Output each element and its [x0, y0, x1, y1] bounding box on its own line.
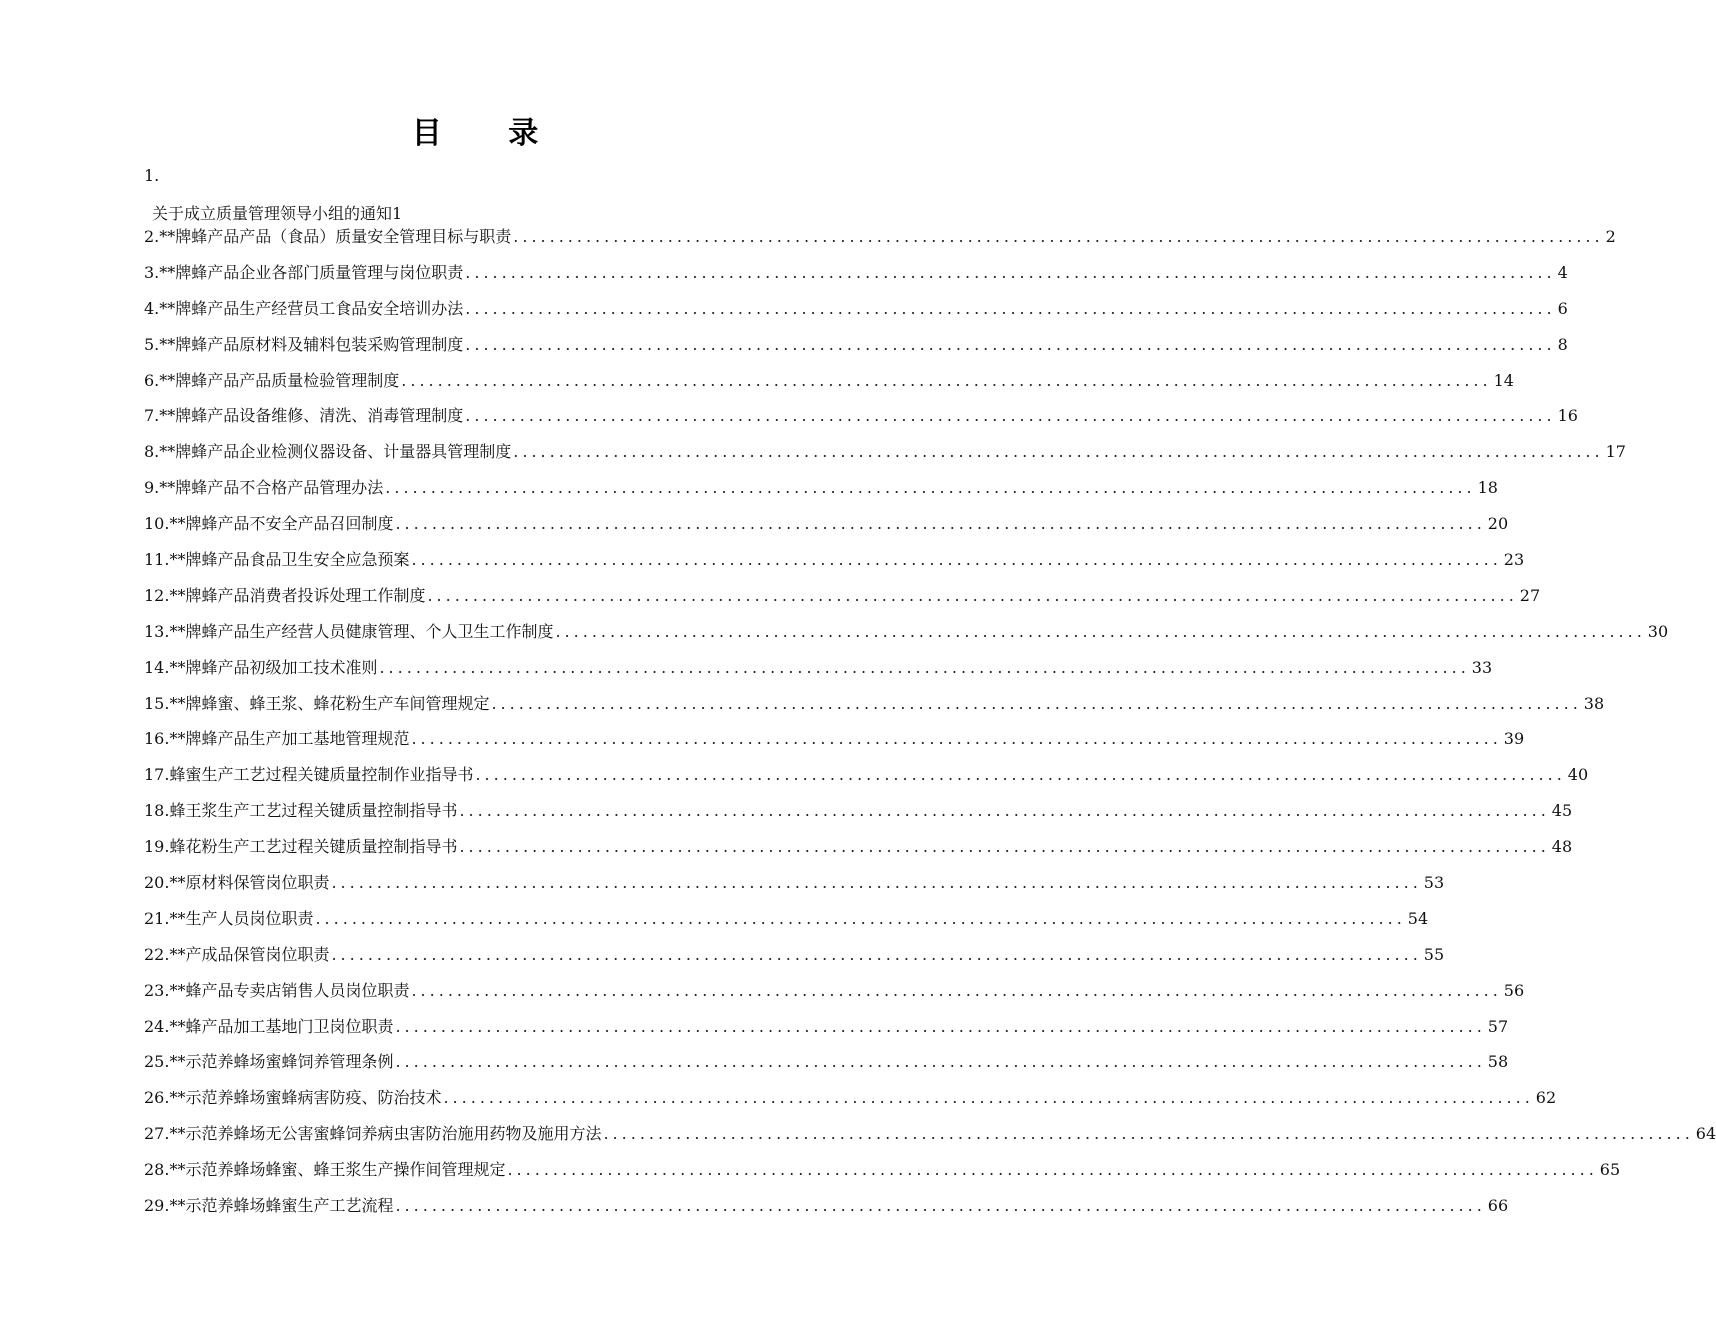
toc-entry[interactable] [144, 693, 1605, 729]
toc-entry-1-page: 1 [392, 204, 403, 223]
toc-entry-page: 20 [1487, 514, 1509, 534]
toc-dot-leader: ........................................................................................................................ [465, 334, 1556, 354]
toc-entry-number: 10. [144, 514, 170, 534]
toc-dot-leader: ........................................................................................................................ [315, 908, 1406, 928]
toc-entry-page: 30 [1647, 621, 1669, 641]
toc-dot-leader: ........................................................................................................................ [379, 657, 1470, 677]
toc-entry-title: **牌蜂产品原材料及辅料包装采购管理制度 [159, 334, 464, 354]
toc-entry-number: 20. [144, 873, 170, 893]
toc-entry-number: 6. [144, 370, 160, 390]
toc-entry-title: **牌蜂产品产品质量检验管理制度 [159, 370, 400, 390]
toc-entry-title: 蜂花粉生产工艺过程关键质量控制指导书 [169, 837, 458, 857]
toc-entry-page: 58 [1487, 1052, 1509, 1072]
toc-entry[interactable] [144, 836, 1573, 872]
toc-dot-leader: ........................................................................................................................ [411, 980, 1502, 1000]
toc-entry-title: **牌蜂产品生产经营人员健康管理、个人卫生工作制度 [169, 621, 554, 641]
toc-entry-page: 16 [1557, 406, 1578, 426]
toc-entry-number: 4. [144, 298, 160, 318]
toc-entry[interactable] [144, 1195, 1509, 1231]
toc-entry-page: 23 [1503, 550, 1525, 570]
toc-entry-number: 17. [144, 765, 170, 785]
toc-entry-title: **牌蜂产品企业检测仪器设备、计量器具管理制度 [159, 442, 512, 462]
toc-entry-number: 15. [144, 693, 170, 713]
table-of-contents [144, 226, 1716, 1231]
toc-entry-page: 33 [1471, 657, 1493, 677]
toc-entry-page: 18 [1477, 478, 1498, 498]
toc-entry-number: 11. [144, 550, 170, 570]
toc-entry-number: 25. [144, 1052, 170, 1072]
toc-entry-title: **生产人员岗位职责 [169, 908, 314, 928]
toc-entry-title: **示范养蜂场蜜蜂病害防疫、防治技术 [169, 1088, 442, 1108]
toc-entry-page: 40 [1567, 765, 1589, 785]
toc-entry-title: **牌蜂产品产品（食品）质量安全管理目标与职责 [159, 227, 512, 246]
toc-entry-page: 57 [1487, 1016, 1509, 1036]
toc-entry-title: **牌蜂蜜、蜂王浆、蜂花粉生产车间管理规定 [169, 693, 490, 713]
toc-entry[interactable] [144, 405, 1578, 441]
toc-entry-page: 38 [1583, 693, 1605, 713]
toc-entry[interactable] [144, 1159, 1621, 1195]
toc-entry-page: 45 [1551, 801, 1573, 821]
toc-entry[interactable] [144, 1123, 1716, 1159]
toc-entry-number: 26. [144, 1088, 170, 1108]
toc-entry-title: **示范养蜂场蜂蜜、蜂王浆生产操作间管理规定 [169, 1160, 506, 1180]
toc-dot-leader: ........................................................................................................................ [465, 298, 1556, 318]
toc-entry[interactable] [144, 800, 1573, 836]
toc-dot-leader: ........................................................................................................................ [395, 514, 1486, 534]
toc-dot-leader: ........................................................................................................................ [443, 1088, 1534, 1108]
toc-entry[interactable] [144, 621, 1669, 657]
toc-entry-number: 16. [144, 729, 170, 749]
toc-entry-number: 2. [144, 227, 160, 246]
toc-entry-page: 65 [1599, 1160, 1621, 1180]
toc-dot-leader: ........................................................................................................................ [513, 227, 1604, 246]
toc-entry-number: 27. [144, 1124, 170, 1144]
toc-entry-number: 29. [144, 1196, 170, 1216]
toc-entry[interactable] [144, 441, 1626, 477]
toc-entry-page: 62 [1535, 1088, 1557, 1108]
toc-entry-page: 56 [1503, 980, 1525, 1000]
toc-entry-page: 55 [1423, 944, 1445, 964]
toc-dot-leader: ........................................................................................................................ [465, 262, 1556, 282]
toc-entry[interactable] [144, 1087, 1557, 1123]
toc-entry-1-number: 1. [144, 166, 160, 185]
toc-dot-leader: ........................................................................................................................ [395, 1052, 1486, 1072]
toc-entry-title: **牌蜂产品初级加工技术准则 [169, 657, 378, 677]
toc-entry-number: 18. [144, 801, 170, 821]
toc-entry[interactable] [144, 513, 1509, 549]
toc-entry[interactable] [144, 334, 1568, 370]
toc-dot-leader: ........................................................................................................................ [385, 478, 1476, 498]
toc-entry-page: 54 [1407, 908, 1429, 928]
toc-entry[interactable] [144, 1016, 1509, 1052]
toc-entry-number: 22. [144, 944, 170, 964]
toc-entry-title: **示范养蜂场蜜蜂饲养管理条例 [169, 1052, 394, 1072]
toc-entry-page: 2 [1605, 227, 1616, 246]
toc-entry-title: **牌蜂产品不合格产品管理办法 [159, 478, 384, 498]
toc-entry-title: **牌蜂产品企业各部门质量管理与岗位职责 [159, 262, 464, 282]
toc-dot-leader: ........................................................................................................................ [331, 944, 1422, 964]
toc-entry[interactable] [144, 477, 1498, 513]
toc-entry-number: 23. [144, 980, 170, 1000]
toc-entry-number: 12. [144, 585, 170, 605]
toc-entry-title: 蜂蜜生产工艺过程关键质量控制作业指导书 [169, 765, 474, 785]
toc-dot-leader: ........................................................................................................................ [603, 1124, 1694, 1144]
toc-entry[interactable] [144, 657, 1493, 693]
toc-entry[interactable] [144, 262, 1568, 298]
toc-entry-title: **牌蜂产品生产加工基地管理规范 [169, 729, 410, 749]
toc-entry-title: **原材料保管岗位职责 [169, 873, 330, 893]
toc-dot-leader: ........................................................................................................................ [555, 621, 1646, 641]
toc-entry-page: 66 [1487, 1196, 1509, 1216]
toc-dot-leader: ........................................................................................................................ [395, 1196, 1486, 1216]
toc-entry-title: **示范养蜂场蜂蜜生产工艺流程 [169, 1196, 394, 1216]
toc-entry[interactable] [144, 944, 1445, 980]
toc-entry-1 [152, 201, 402, 224]
toc-entry-number: 13. [144, 621, 170, 641]
toc-entry-number: 9. [144, 478, 160, 498]
toc-dot-leader: ........................................................................................................................ [507, 1160, 1598, 1180]
toc-entry[interactable] [144, 1051, 1509, 1087]
toc-entry[interactable] [144, 549, 1525, 585]
toc-entry-page: 53 [1423, 873, 1445, 893]
toc-entry-page: 64 [1695, 1124, 1716, 1144]
toc-entry-title: **牌蜂产品食品卫生安全应急预案 [169, 550, 410, 570]
toc-entry-title: **蜂产品加工基地门卫岗位职责 [169, 1016, 394, 1036]
toc-entry-number: 7. [144, 406, 160, 426]
toc-dot-leader: ........................................................................................................................ [427, 585, 1518, 605]
toc-entry[interactable] [144, 370, 1514, 406]
toc-entry-number: 21. [144, 908, 170, 928]
toc-entry-title: **牌蜂产品设备维修、清洗、消毒管理制度 [159, 406, 464, 426]
toc-dot-leader: ........................................................................................................................ [395, 1016, 1486, 1036]
toc-dot-leader: ........................................................................................................................ [475, 765, 1566, 785]
toc-entry[interactable] [144, 585, 1541, 621]
toc-entry[interactable] [144, 872, 1445, 908]
toc-entry-number: 24. [144, 1016, 170, 1036]
page-title: 目 录 [411, 116, 567, 151]
toc-dot-leader: ........................................................................................................................ [459, 837, 1550, 857]
toc-entry[interactable] [144, 226, 1616, 262]
toc-entry-page: 48 [1551, 837, 1573, 857]
toc-entry-number: 14. [144, 657, 170, 677]
toc-entry-page: 39 [1503, 729, 1525, 749]
toc-dot-leader: ........................................................................................................................ [513, 442, 1604, 462]
toc-entry-title: 蜂王浆生产工艺过程关键质量控制指导书 [169, 801, 458, 821]
toc-entry-1-text: 关于成立质量管理领导小组的通知 [152, 204, 393, 223]
toc-entry-number: 19. [144, 837, 170, 857]
toc-dot-leader: ........................................................................................................................ [411, 550, 1502, 570]
toc-entry-page: 6 [1557, 298, 1568, 318]
toc-entry-page: 17 [1605, 442, 1626, 462]
toc-dot-leader: ........................................................................................................................ [401, 370, 1492, 390]
toc-dot-leader: ........................................................................................................................ [331, 873, 1422, 893]
toc-entry[interactable] [144, 980, 1525, 1016]
toc-entry[interactable] [144, 298, 1568, 334]
toc-entry-page: 14 [1493, 370, 1514, 390]
toc-entry-page: 4 [1557, 262, 1568, 282]
toc-entry-title: **牌蜂产品不安全产品召回制度 [169, 514, 394, 534]
toc-entry-number: 8. [144, 442, 160, 462]
toc-entry-number: 28. [144, 1160, 170, 1180]
toc-entry-title: **产成品保管岗位职责 [169, 944, 330, 964]
toc-entry-title: **蜂产品专卖店销售人员岗位职责 [169, 980, 410, 1000]
toc-dot-leader: ........................................................................................................................ [465, 406, 1556, 426]
toc-entry-title: **牌蜂产品消费者投诉处理工作制度 [169, 585, 426, 605]
toc-entry-number: 3. [144, 262, 160, 282]
toc-entry-title: **示范养蜂场无公害蜜蜂饲养病虫害防治施用药物及施用方法 [169, 1124, 602, 1144]
toc-entry-page: 8 [1557, 334, 1568, 354]
toc-dot-leader: ........................................................................................................................ [491, 693, 1582, 713]
toc-entry[interactable] [144, 728, 1525, 764]
toc-entry-number: 5. [144, 334, 160, 354]
toc-dot-leader: ........................................................................................................................ [411, 729, 1502, 749]
toc-entry-page: 27 [1519, 585, 1541, 605]
toc-entry[interactable] [144, 764, 1589, 800]
toc-dot-leader: ........................................................................................................................ [459, 801, 1550, 821]
toc-entry-title: **牌蜂产品生产经营员工食品安全培训办法 [159, 298, 464, 318]
toc-entry[interactable] [144, 908, 1429, 944]
